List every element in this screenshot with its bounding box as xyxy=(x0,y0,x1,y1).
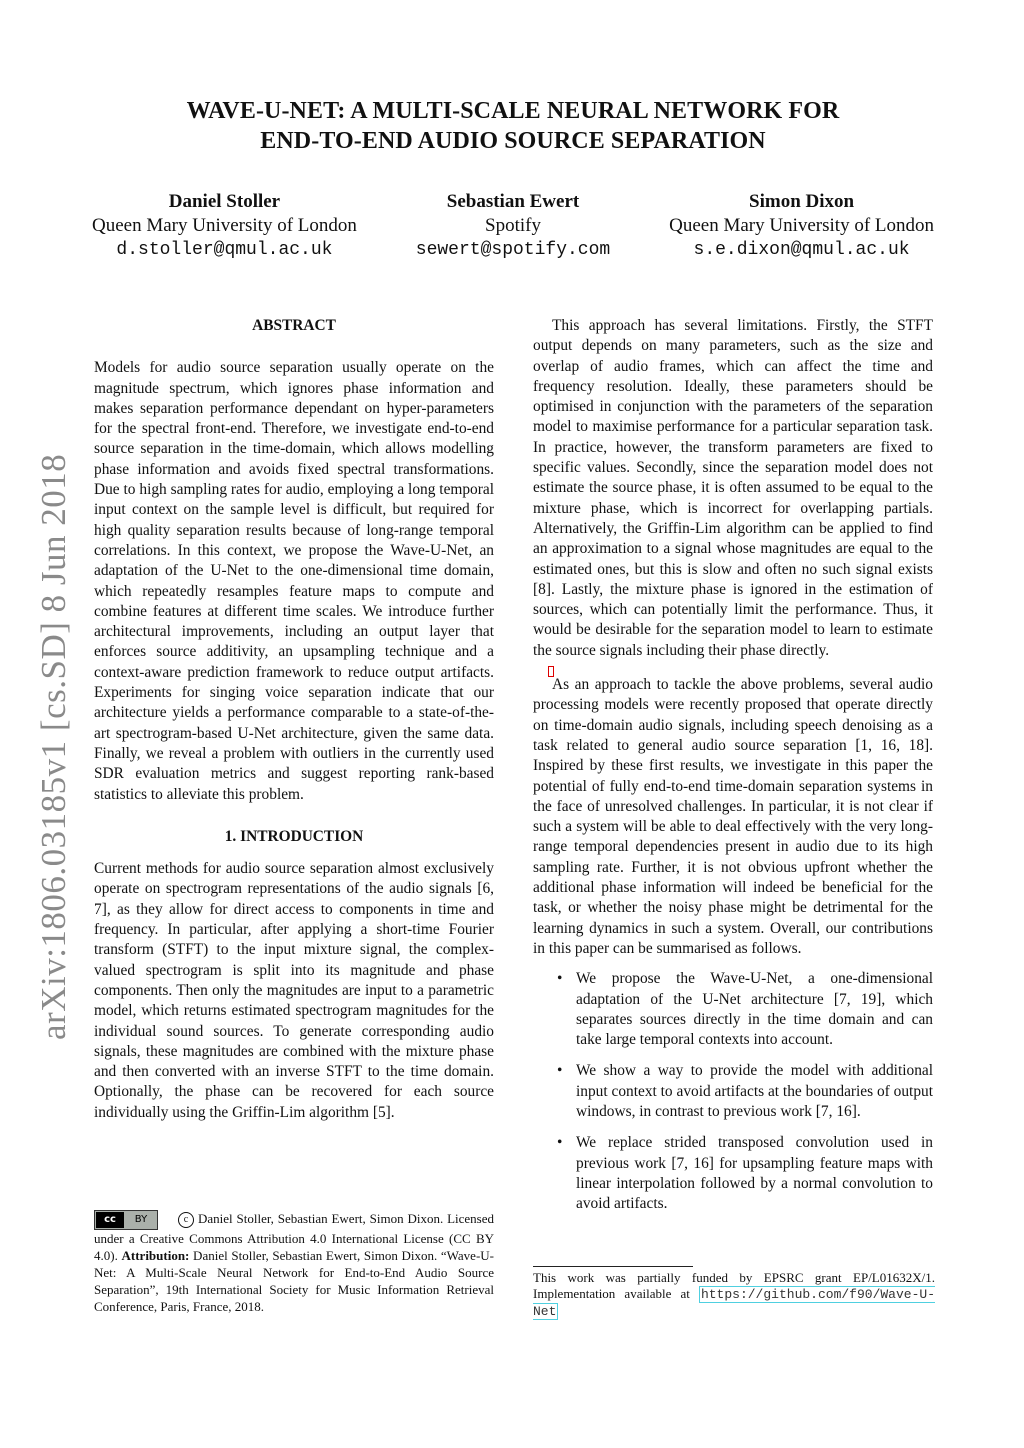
author-email: d.stoller@qmul.ac.uk xyxy=(116,240,333,260)
author-email: sewert@spotify.com xyxy=(415,240,611,260)
bullet-text: We show a way to provide the model with additional input context to avoid artifacts at the boundaries of output windows, in contrast to previous work [7, 16]. xyxy=(576,1062,933,1120)
cc-badge-left: cc xyxy=(96,1212,124,1228)
author-block xyxy=(92,190,934,262)
attribution-label: Attribution: xyxy=(121,1248,190,1264)
author-name: Daniel Stoller xyxy=(168,191,281,212)
list-item xyxy=(533,969,933,1050)
license-text: Daniel Stoller, Sebastian Ewert, Simon Dixon. Licensed under a Creative Commons Attribution 4.0 International License (CC BY 4.0). xyxy=(94,1211,494,1264)
title-line-1: WAVE-U-NET: A MULTI-SCALE NEURAL NETWORK FOR xyxy=(186,98,840,124)
author-affiliation: Queen Mary University of London xyxy=(92,215,357,236)
bullet-icon: • xyxy=(557,1134,563,1152)
author-1 xyxy=(92,190,357,262)
bullet-icon: • xyxy=(557,970,563,988)
right-column xyxy=(533,316,933,1225)
github-link[interactable]: https://github.com/f90/Wave-U-Net xyxy=(533,1287,935,1319)
left-column xyxy=(94,316,494,1123)
paper-title xyxy=(92,96,934,156)
contributions-list xyxy=(533,969,933,1214)
title-line-2: END-TO-END AUDIO SOURCE SEPARATION xyxy=(260,128,766,154)
author-name: Sebastian Ewert xyxy=(446,191,580,212)
cc-by-badge-icon xyxy=(94,1210,158,1230)
paragraph-limitations: This approach has several limitations. Firstly, the STFT output depends on many parameters, such as the size and overlap of audio frames, which can affect the time and frequency resolution. Ideally, these parameters should be optimised in conjunction with the parameters of the separation model to maximise performance for a particular separation task. In practice, however, the transform parameters are fixed to specific values. Secondly, since the separation model does not estimate the source phase, it is often assumed to be equal to the mixture phase, which is incorrect for overlapping partials. Alternatively, the Griffin-Lim algorithm can be applied to find an approximation to a signal whose magnitudes are equal to the estimated ones, but this is slow and often no such signal exists [8]. Lastly, the mixture phase is ignored in the estimation of sources, which can potentially limit the performance. Thus, it would be desirable for the separation model to learn to estimate the source signals including their phase directly. xyxy=(533,317,933,659)
bullet-text: We propose the Wave-U-Net, a one-dimensional adaptation of the U-Net architecture [7, 19], which separates sources directly in the time domain and can take large temporal contexts into account. xyxy=(576,970,933,1049)
paragraph-approach: As an approach to tackle the above problems, several audio processing models were recently proposed that operate directly on time-domain audio signals, including speech denoising as a task related to general audio source separation [1, 16, 18]. Inspired by these first results, we investigate in this paper the potential of fully end-to-end time-domain separation systems in the face of unresolved challenges. In particular, it is not clear if such a system will be able to deal effectively with the very long-range temporal dependencies present in audio due to its high sampling rate. Further, it is not obvious upfront whether the additional phase information will indeed be beneficial for the task, or whether the noisy phase might be detrimental for the learning dynamics in such a system. Overall, our contributions in this paper can be summarised as follows. xyxy=(533,676,933,957)
abstract-text: Models for audio source separation usually operate on the magnitude spectrum, which ignores phase information and makes separation performance dependant on hyper-parameters for the spectral front-end. Therefore, we investigate end-to-end source separation in the time-domain, which allows modelling phase information and avoids fixed spectral transformations. Due to high sampling rates for audio, employing a long temporal input context on the sample level is difficult, but required for high quality separation results because of long-range temporal correlations. In this context, we propose the Wave-U-Net, an adaptation of the U-Net to the one-dimensional time domain, which repeatedly resamples feature maps to compute and combine features at different time scales. We introduce further architectural improvements, including an output layer that enforces source additivity, an upsampling technique and a context-aware prediction framework to reduce output artifacts. Experiments for singing voice separation indicate that our architecture yields a performance comparable to a state-of-the-art spectrogram-based U-Net architecture, given the same data. Finally, we reveal a problem with outliers in the currently used SDR evaluation metrics and suggest reporting rank-based statistics to alleviate this problem. xyxy=(94,359,494,803)
license-note xyxy=(94,1210,494,1315)
bullet-icon: • xyxy=(557,1062,563,1080)
author-2 xyxy=(416,190,610,262)
annotation-marker xyxy=(533,661,933,669)
arxiv-stamp: arXiv:1806.03185v1 [cs.SD] 8 Jun 2018 xyxy=(34,453,73,1040)
introduction-text: Current methods for audio source separation almost exclusively operate on spectrogram representations of the audio signals [6, 7], as they allow for direct access to components in time and frequency. In particular, after applying a short-time Fourier transform (STFT) to the input mixture signal, the complex-valued spectrogram is split into its magnitude and phase components. Then only the magnitudes are input to a parametric model, which returns estimated spectrogram magnitudes for the individual sound sources. To generate corresponding audio signals, these magnitudes are combined with the mixture phase and then converted with an inverse STFT to the time domain. Optionally, the phase can be recovered for each source individually using the Griffin-Lim algorithm [5]. xyxy=(94,860,494,1121)
abstract-heading: ABSTRACT xyxy=(252,317,336,334)
cc-badge-right: BY xyxy=(134,1214,148,1226)
list-item xyxy=(533,1133,933,1214)
attribution-text: Daniel Stoller, Sebastian Ewert, Simon Dixon. “Wave-U-Net: A Multi-Scale Neural Network for End-to-End Audio Source Separation”, 19th International Society for Music Information Retrieval Conference, Paris, France, 2018. xyxy=(94,1248,494,1315)
author-affiliation: Spotify xyxy=(485,215,541,236)
footnote-text: This work was partially funded by EPSRC grant EP/L01632X/1. Implementation available at xyxy=(533,1270,935,1301)
bullet-text: We replace strided transposed convolution used in previous work [7, 16] for upsampling feature maps with linear interpolation followed by a normal convolution to avoid artifacts. xyxy=(576,1134,933,1213)
introduction-heading: 1. INTRODUCTION xyxy=(224,827,364,845)
footnote xyxy=(533,1270,935,1320)
footnote-rule xyxy=(533,1266,693,1267)
author-affiliation: Queen Mary University of London xyxy=(669,215,934,236)
author-email: s.e.dixon@qmul.ac.uk xyxy=(693,240,910,260)
author-3 xyxy=(669,190,934,262)
copyright-icon: c xyxy=(178,1212,194,1228)
author-name: Simon Dixon xyxy=(749,191,855,212)
list-item xyxy=(533,1061,933,1122)
